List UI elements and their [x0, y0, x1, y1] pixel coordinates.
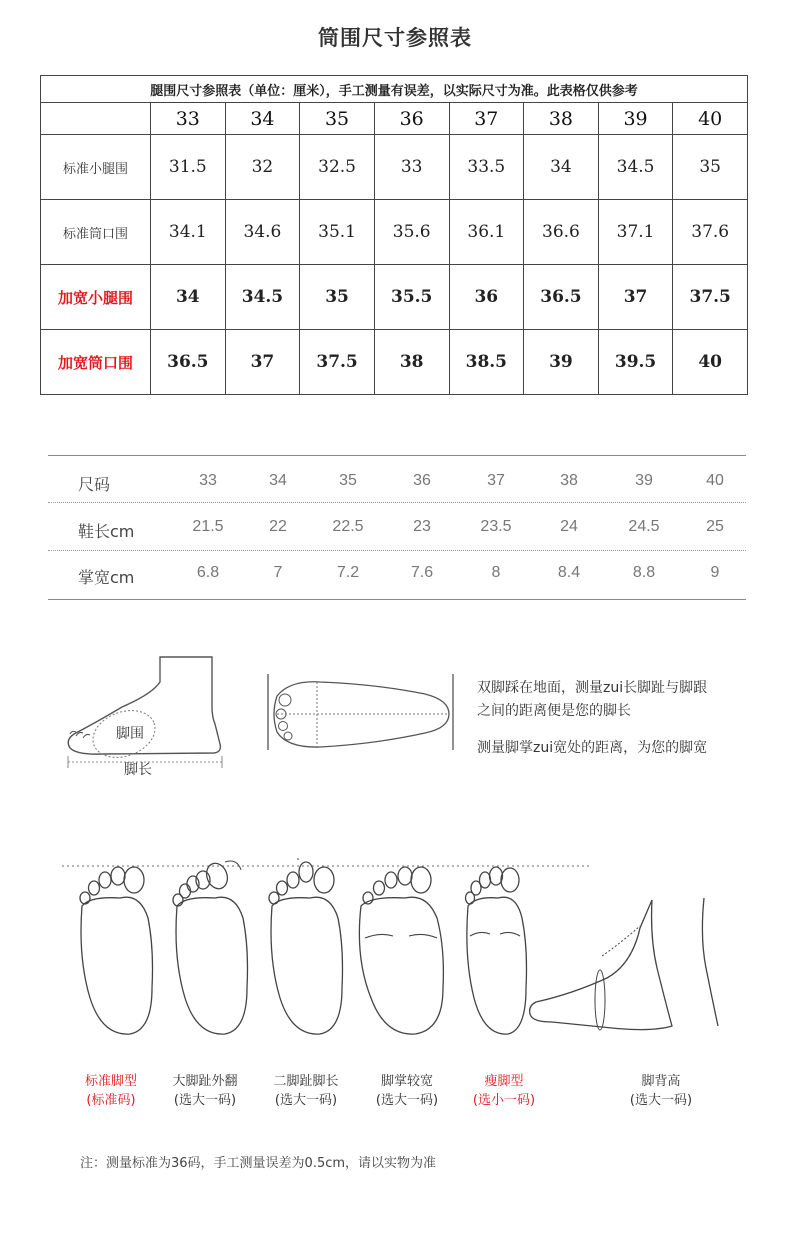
size-cell: 33 — [151, 103, 226, 135]
value-cell: 34 — [524, 135, 599, 200]
standard-foot-icon — [80, 867, 153, 1034]
row-label: 加宽小腿围 — [41, 265, 151, 330]
value-cell: 38 — [374, 330, 449, 395]
value-cell: 35 — [673, 135, 748, 200]
foot-type-name: 二脚趾脚长 — [273, 1074, 339, 1089]
slim-foot-icon — [466, 867, 527, 1034]
foot-type-advice: (标准码) — [86, 1093, 136, 1108]
row-label: 标准筒口围 — [41, 200, 151, 265]
length-instruction-line1: 双脚踩在地面，测量zui长脚趾与脚跟 — [477, 680, 708, 696]
row-label: 尺码 — [78, 475, 111, 494]
size-cell: 39 — [598, 103, 673, 135]
size-cell: 38 — [524, 103, 599, 135]
high-instep-foot-icon — [530, 898, 718, 1030]
value-cell: 37.5 — [300, 330, 375, 395]
foot-type-name: 脚背高 — [641, 1074, 681, 1089]
value-cell: 36 — [449, 265, 524, 330]
value-cell: 37 — [225, 330, 300, 395]
value-cell: 22 — [269, 518, 287, 535]
value-cell: 8.4 — [557, 564, 581, 581]
footnote: 注：测量标准为36码，手工测量误差为0.5cm，请以实物为准 — [80, 1156, 437, 1171]
size-cell: 40 — [706, 472, 724, 489]
value-cell: 34 — [151, 265, 226, 330]
value-cell: 35.5 — [374, 265, 449, 330]
value-cell: 6.8 — [196, 564, 220, 581]
foot-types-illustration — [60, 858, 720, 1058]
value-cell: 33.5 — [449, 135, 524, 200]
table-row — [41, 200, 748, 265]
table-row — [41, 135, 748, 200]
value-cell: 34.5 — [598, 135, 673, 200]
wide-foot-icon — [359, 867, 443, 1034]
divider — [48, 550, 746, 551]
size-cell: 35 — [339, 472, 357, 489]
value-cell: 35.1 — [300, 200, 375, 265]
foot-top-illustration — [265, 672, 460, 754]
row-label: 加宽筒口围 — [41, 330, 151, 395]
blank-cell — [41, 103, 151, 135]
value-cell: 7.6 — [410, 564, 434, 581]
value-cell: 33 — [374, 135, 449, 200]
value-cell: 24 — [560, 518, 578, 535]
size-cell: 40 — [673, 103, 748, 135]
value-cell: 37.5 — [673, 265, 748, 330]
table-header: 腿围尺寸参照表（单位：厘米），手工测量有误差，以实际尺寸为准。此表格仅供参考 — [41, 76, 748, 103]
size-cell: 38 — [560, 472, 578, 489]
value-cell: 23 — [413, 518, 431, 535]
value-cell: 24.5 — [628, 518, 660, 535]
foot-type-advice: (选大一码) — [173, 1093, 237, 1108]
value-cell: 35 — [300, 265, 375, 330]
value-cell: 37.1 — [598, 200, 673, 265]
foot-length-label: 脚长 — [124, 762, 152, 778]
size-cell: 37 — [487, 472, 505, 489]
value-cell: 9 — [710, 564, 720, 581]
value-cell: 38.5 — [449, 330, 524, 395]
size-cell: 36 — [374, 103, 449, 135]
value-cell: 7.2 — [336, 564, 360, 581]
value-cell: 39 — [524, 330, 599, 395]
value-cell: 34.6 — [225, 200, 300, 265]
table-row — [41, 265, 748, 330]
foot-type-advice: (选大一码) — [274, 1093, 338, 1108]
value-cell: 21.5 — [192, 518, 224, 535]
long-second-toe-foot-icon — [269, 858, 343, 1034]
value-cell: 8 — [491, 564, 501, 581]
size-cell: 37 — [449, 103, 524, 135]
value-cell: 39.5 — [598, 330, 673, 395]
foot-girth-label: 脚围 — [116, 726, 144, 742]
row-label: 掌宽cm — [78, 568, 135, 587]
value-cell: 35.6 — [374, 200, 449, 265]
page-title: 筒围尺寸参照表 — [318, 25, 472, 50]
value-cell: 37.6 — [673, 200, 748, 265]
foot-type-name: 瘦脚型 — [484, 1074, 524, 1089]
size-cell: 36 — [413, 472, 431, 489]
value-cell: 34.1 — [151, 200, 226, 265]
value-cell: 34.5 — [225, 265, 300, 330]
row-label: 鞋长cm — [78, 522, 135, 541]
value-cell: 36.1 — [449, 200, 524, 265]
foot-type-advice: (选小一码) — [472, 1093, 536, 1108]
divider — [48, 599, 746, 600]
value-cell: 31.5 — [151, 135, 226, 200]
size-cell: 33 — [199, 472, 217, 489]
table-row — [41, 330, 748, 395]
bunion-foot-icon — [173, 860, 248, 1034]
value-cell: 37 — [598, 265, 673, 330]
foot-type-advice: (选大一码) — [375, 1093, 439, 1108]
width-instruction: 测量脚掌zui宽处的距离，为您的脚宽 — [477, 740, 708, 756]
value-cell: 8.8 — [632, 564, 656, 581]
foot-type-name: 标准脚型 — [84, 1074, 137, 1089]
divider — [48, 502, 746, 503]
value-cell: 36.5 — [524, 265, 599, 330]
row-label: 标准小腿围 — [41, 135, 151, 200]
value-cell: 40 — [673, 330, 748, 395]
value-cell: 23.5 — [480, 518, 512, 535]
value-cell: 7 — [273, 564, 283, 581]
divider — [48, 455, 746, 456]
value-cell: 22.5 — [332, 518, 364, 535]
value-cell: 36.5 — [151, 330, 226, 395]
value-cell: 32.5 — [300, 135, 375, 200]
value-cell: 25 — [706, 518, 724, 535]
size-cell: 34 — [225, 103, 300, 135]
foot-type-name: 大脚趾外翻 — [172, 1074, 238, 1089]
length-instruction-line2: 之间的距离便是您的脚长 — [477, 703, 631, 719]
value-cell: 32 — [225, 135, 300, 200]
foot-type-name: 脚掌较宽 — [380, 1074, 433, 1089]
value-cell: 36.6 — [524, 200, 599, 265]
table-row — [41, 103, 748, 135]
calf-size-table — [40, 75, 748, 395]
size-cell: 39 — [635, 472, 653, 489]
foot-type-advice: (选大一码) — [629, 1093, 693, 1108]
size-cell: 35 — [300, 103, 375, 135]
size-cell: 34 — [269, 472, 287, 489]
